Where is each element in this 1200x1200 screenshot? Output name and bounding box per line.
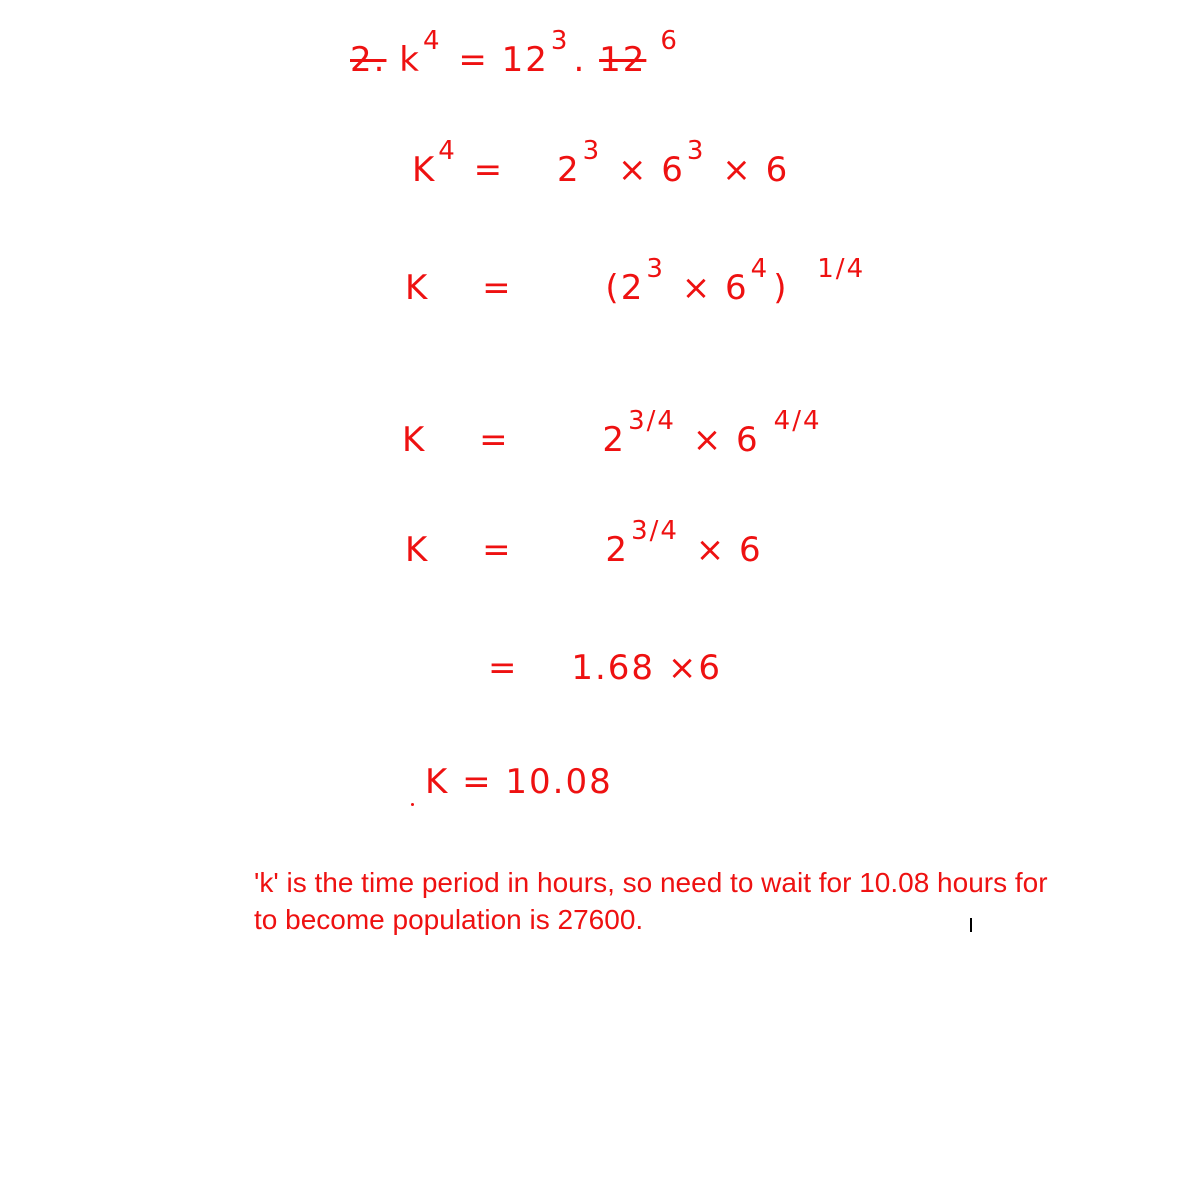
term: 6 xyxy=(698,648,722,688)
open-paren: ( xyxy=(605,268,621,308)
exponent: 4 xyxy=(750,254,770,284)
exponent: 3 xyxy=(686,136,706,166)
term: 6 xyxy=(661,150,685,190)
variable-k: K xyxy=(405,530,430,570)
times-sign: × xyxy=(722,150,753,190)
exponent: 3 xyxy=(646,254,665,284)
value: 1.68 xyxy=(571,648,656,688)
term: 2 xyxy=(620,268,645,308)
variable-k: K xyxy=(425,762,450,802)
exponent: 4 xyxy=(438,136,457,166)
equals-sign: = xyxy=(479,420,510,460)
equals-sign: = xyxy=(488,648,519,688)
exponent: 3/4 xyxy=(628,406,676,436)
work-line-3 xyxy=(405,254,869,308)
variable-k: K xyxy=(402,420,427,460)
stray-dot xyxy=(411,803,414,806)
exponent: 6 xyxy=(660,26,679,56)
exponent: 3/4 xyxy=(631,516,679,546)
term: 6 xyxy=(739,530,763,570)
work-line-5 xyxy=(405,516,763,570)
equals-sign: = xyxy=(458,40,489,80)
times-sign: × xyxy=(681,268,713,308)
text-cursor xyxy=(970,918,972,932)
outer-exponent: 1/4 xyxy=(817,254,866,284)
term: 6 xyxy=(736,420,760,460)
term: 6 xyxy=(725,268,749,308)
work-line-1 xyxy=(350,26,683,80)
close-paren: ) xyxy=(773,268,789,308)
term: 6 xyxy=(765,150,790,190)
term: 2 xyxy=(556,150,581,190)
exponent: 3 xyxy=(582,136,602,166)
work-line-6 xyxy=(488,648,722,688)
variable-k: K xyxy=(405,268,430,308)
equals-sign: = xyxy=(482,530,513,570)
exponent: 4/4 xyxy=(773,406,822,436)
work-line-7 xyxy=(425,762,613,802)
work-line-4 xyxy=(402,406,826,460)
times-sign: × xyxy=(695,530,727,570)
result-value: 10.08 xyxy=(505,762,613,802)
conclusion-text xyxy=(254,864,1154,938)
dot-operator: . xyxy=(573,40,587,80)
term: 2 xyxy=(605,530,630,570)
times-sign: × xyxy=(667,648,699,688)
times-sign: × xyxy=(617,150,649,190)
term: 2 xyxy=(602,420,627,460)
equals-sign: = xyxy=(462,762,493,802)
equals-sign: = xyxy=(473,150,505,190)
variable-k: K xyxy=(412,150,437,190)
times-sign: × xyxy=(692,420,724,460)
conclusion-line-2: to become population is 27600. xyxy=(254,904,644,935)
base: 12 xyxy=(501,40,549,80)
exponent: 4 xyxy=(422,26,442,56)
crossed-number: 2. xyxy=(350,40,387,80)
work-line-2 xyxy=(412,136,790,190)
exponent: 3 xyxy=(550,26,570,56)
equals-sign: = xyxy=(482,268,513,308)
conclusion-line-1: 'k' is the time period in hours, so need to wait for 10.08 hours for xyxy=(254,867,1048,898)
variable-k: k xyxy=(399,40,421,80)
crossed-base: 12 xyxy=(599,40,647,80)
